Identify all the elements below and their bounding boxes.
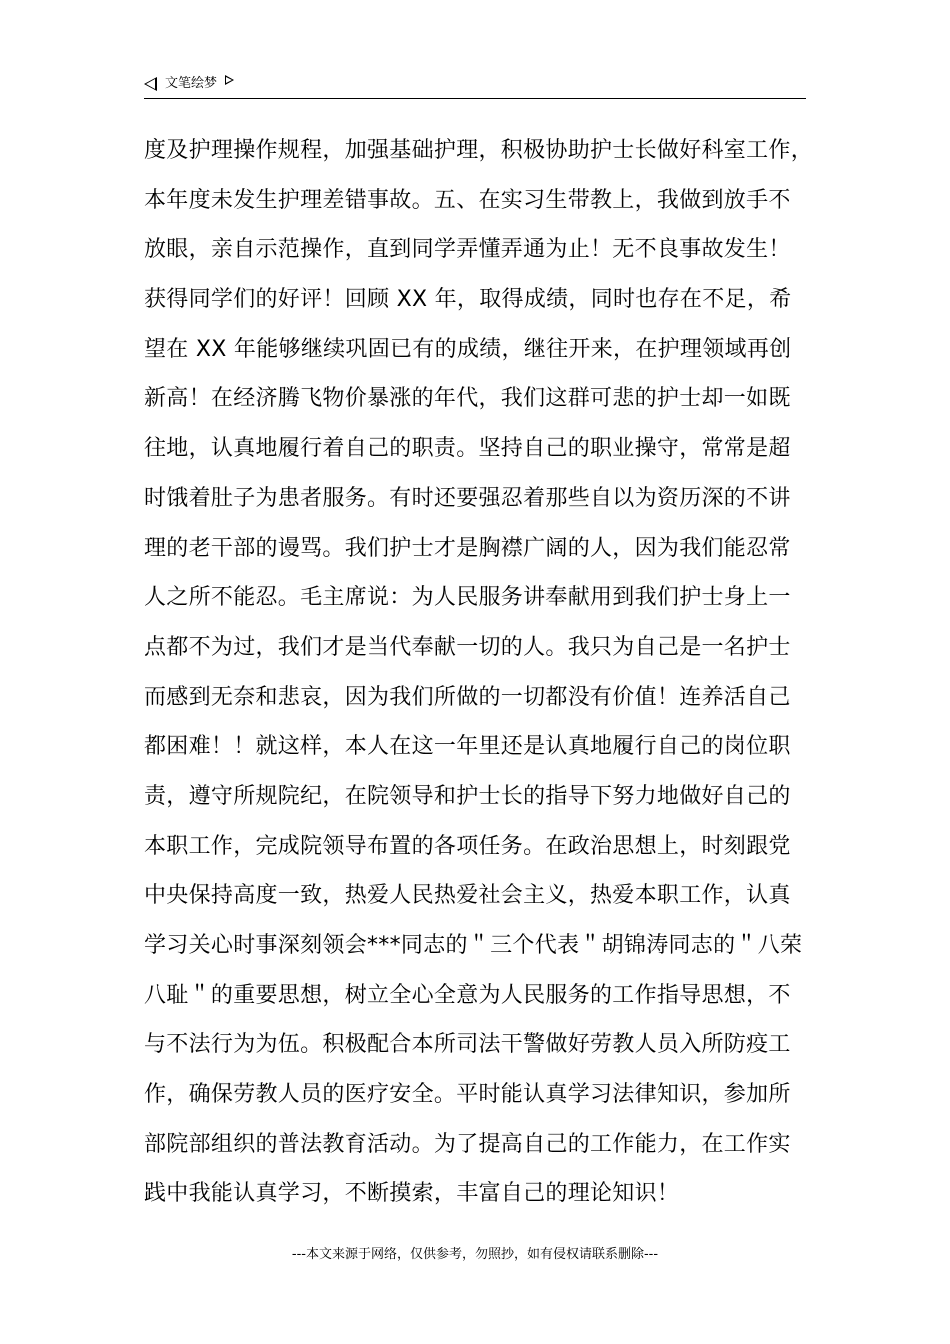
body-line: 新高！在经济腾飞物价暴涨的年代，我们这群可悲的护士却一如既: [144, 386, 791, 412]
body-line: 作，确保劳教人员的医疗安全。平时能认真学习法律知识，参加所: [144, 1082, 791, 1108]
body-line: 而感到无奈和悲哀，因为我们所做的一切都没有价值！连养活自己: [144, 684, 791, 710]
header-title: 文笔绘梦: [165, 76, 218, 91]
body-line: 放眼，亲自示范操作，直到同学弄懂弄通为止！无不良事故发生！: [144, 237, 791, 263]
body-line: 与不法行为为伍。积极配合本所司法干警做好劳教人员入所防疫工: [144, 1032, 791, 1058]
header-content: [144, 76, 234, 92]
body-line: 时饿着肚子为患者服务。有时还要强忍着那些自以为资历深的不讲: [144, 485, 791, 511]
triangle-right-icon: [225, 75, 234, 85]
body-line: 往地，认真地履行着自己的职责。坚持自己的职业操守，常常是超: [144, 436, 791, 462]
body-line: 部院部组织的普法教育活动。为了提高自己的工作能力，在工作实: [144, 1131, 791, 1157]
page-header: [144, 72, 806, 99]
body-line: 本年度未发生护理差错事故。五、在实习生带教上，我做到放手不: [144, 187, 791, 213]
body-line: 八耻＂的重要思想，树立全心全意为人民服务的工作指导思想，不: [144, 982, 791, 1008]
body-line: 获得同学们的好评！回顾 XX 年，取得成绩，同时也存在不足，希: [144, 287, 792, 313]
body-line: 中央保持高度一致，热爱人民热爱社会主义，热爱本职工作，认真: [144, 883, 791, 909]
body-line: 本职工作，完成院领导布置的各项任务。在政治思想上，时刻跟党: [144, 833, 791, 859]
body-line: 理的老干部的谩骂。我们护士才是胸襟广阔的人，因为我们能忍常: [144, 535, 791, 561]
body-line: 学习关心时事深刻领会***同志的＂三个代表＂胡锦涛同志的＂八荣: [144, 933, 803, 958]
body-line: 责，遵守所规院纪，在院领导和护士长的指导下努力地做好自己的: [144, 783, 791, 809]
document-body: [144, 126, 814, 1219]
page-footer: ---本文来源于网络，仅供参考，勿照抄，如有侵权请联系删除---: [291, 1247, 659, 1262]
triangle-left-icon: [144, 77, 157, 91]
body-line: 践中我能认真学习，不断摸索，丰富自己的理论知识！: [144, 1181, 680, 1207]
body-line: 人之所不能忍。毛主席说：为人民服务讲奉献用到我们护士身上一: [144, 585, 791, 611]
body-line: 都困难！！就这样，本人在这一年里还是认真地履行自己的岗位职: [144, 734, 791, 760]
body-line: 点都不为过，我们才是当代奉献一切的人。我只为自己是一名护士: [144, 634, 791, 660]
body-line: 度及护理操作规程，加强基础护理，积极协助护士长做好科室工作，: [144, 138, 814, 163]
body-line: 望在 XX 年能够继续巩固已有的成绩，继往开来，在护理领域再创: [144, 336, 792, 362]
